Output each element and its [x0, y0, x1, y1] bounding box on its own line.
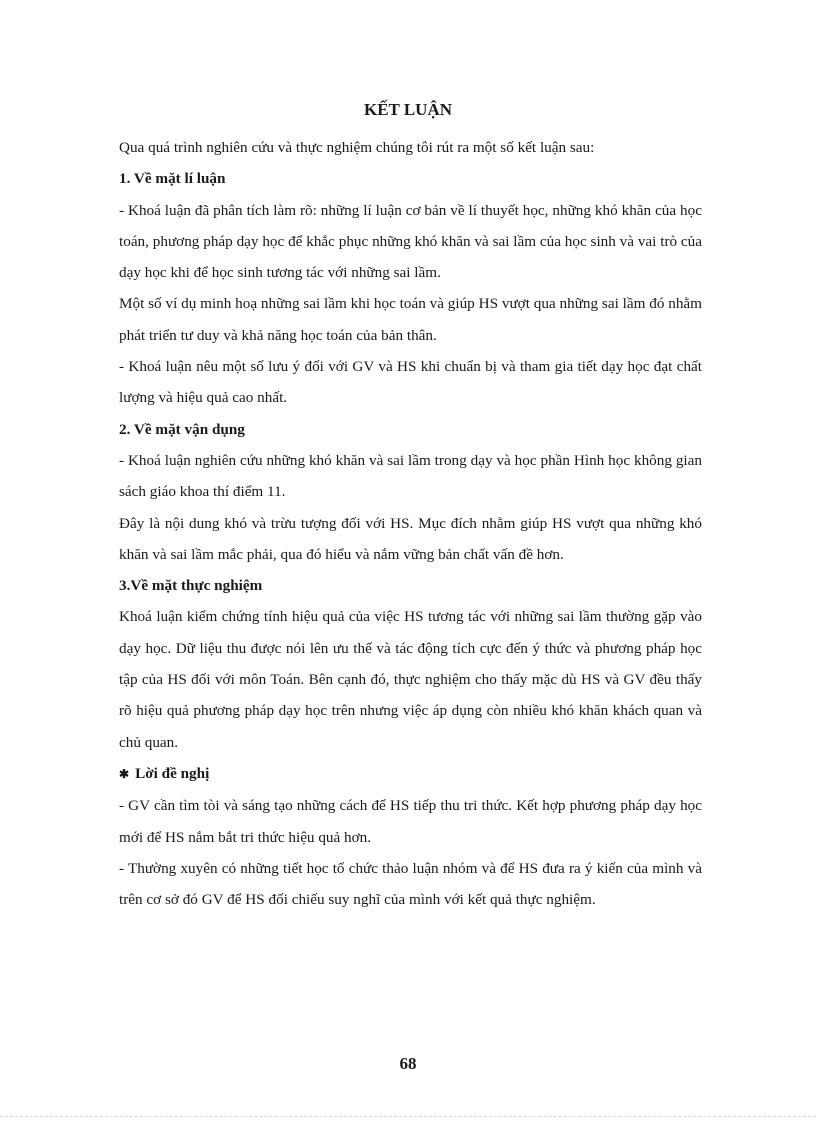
section-1-paragraph-2: Một số ví dụ minh hoạ những sai lầm khi học toán và giúp HS vượt qua những sai lầm đó nhằm phát triển tư duy và khả năng học toán của bản thân. [119, 295, 702, 344]
section-2-paragraph-2: Đây là nội dung khó và trừu tượng đối với HS. Mục đích nhằm giúp HS vượt qua những khó khăn và sai lầm mắc phải, qua đó hiểu và nắm vững bản chất vấn đề hơn. [119, 514, 702, 563]
section-3-paragraph-1: Khoá luận kiểm chứng tính hiệu quả của việc HS tương tác với những sai lầm thường gặp vào dạy học. Dữ liệu thu được nói lên ưu thế và tác động tích cực đến ý thức và phương pháp học tập của HS đối với môn Toán. Bên cạnh đó, thực nghiệm cho thấy mặc dù HS và GV đều thấy rõ hiệu quả phương pháp dạy học trên nhưng việc áp dụng còn nhiều khó khăn khách quan và chủ quan. [119, 608, 702, 751]
document-title: KẾT LUẬN [363, 100, 452, 119]
section-1-paragraph-1: - Khoá luận đã phân tích làm rõ: những lí luận cơ bản về lí thuyết học, những khó khăn của học toán, phương pháp dạy học để khắc phục những khó khăn và sai lầm của học sinh và vai trò của dạy học khi để học sinh tương tác với những sai lầm. [119, 201, 702, 282]
page-bottom-divider [0, 1116, 816, 1117]
page-number: 68 [399, 1054, 417, 1073]
intro-paragraph: Qua quá trình nghiên cứu và thực nghiệm chúng tôi rút ra một số kết luận sau: [119, 139, 595, 156]
asterisk-bullet-icon: ✱ [119, 766, 130, 781]
recommendations-paragraph-2: - Thường xuyên có những tiết học tổ chức thảo luận nhóm và để HS đưa ra ý kiến của mình và trên cơ sở đó GV để HS đối chiếu suy nghĩ của mình với kết quả thực nghiệm. [119, 859, 702, 909]
section-1-paragraph-3: - Khoá luận nêu một số lưu ý đối với GV và HS khi chuẩn bị và tham gia tiết dạy học đạt chất lượng và hiệu quả cao nhất. [119, 358, 702, 407]
section-2-paragraph-1: - Khoá luận nghiên cứu những khó khăn và sai lầm trong dạy và học phần Hình học không gian sách giáo khoa thí điểm 11. [119, 451, 702, 501]
section-3-heading: 3.Về mặt thực nghiệm [119, 577, 263, 595]
recommendations-heading-text: Lời đề nghị [135, 764, 210, 782]
recommendations-heading [119, 758, 702, 790]
document-body [119, 132, 702, 915]
section-1-heading: 1. Về mặt lí luận [119, 170, 226, 188]
recommendations-paragraph-1: - GV cần tìm tòi và sáng tạo những cách để HS tiếp thu tri thức. Kết hợp phương pháp dạy học mới để HS nắm bắt tri thức hiệu quả hơn. [119, 797, 702, 846]
section-2-heading: 2. Về mặt vận dụng [119, 420, 245, 438]
